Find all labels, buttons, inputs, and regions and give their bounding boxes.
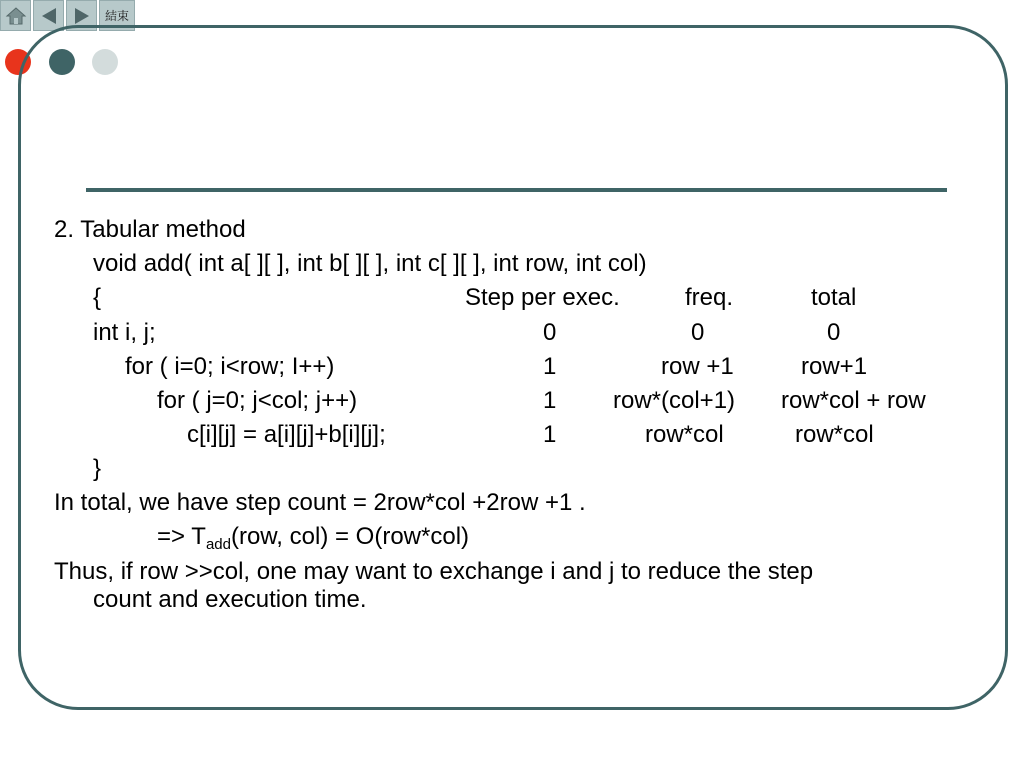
complexity-prefix: => T (157, 523, 206, 550)
row-freq: 0 (691, 319, 705, 346)
conclusion-line-2: count and execution time. (93, 586, 367, 613)
prev-button[interactable] (33, 0, 64, 31)
home-icon (5, 6, 27, 26)
column-header-total: total (811, 284, 857, 311)
home-button[interactable] (0, 0, 31, 31)
row-total: row*col (795, 421, 874, 448)
row-freq: row*(col+1) (613, 387, 736, 414)
row-freq: row +1 (661, 353, 734, 380)
row-code: for ( j=0; j<col; j++) (157, 387, 358, 414)
row-code: int i, j; (93, 319, 156, 346)
complexity-subscript: add (205, 536, 231, 553)
row-step: 1 (543, 421, 557, 448)
row-step: 0 (543, 319, 557, 346)
row-total: row+1 (801, 353, 868, 380)
row-freq: row*col (645, 421, 724, 448)
total-step-count: In total, we have step count = 2row*col +2row +1 . (54, 489, 586, 516)
row-step: 1 (543, 387, 557, 414)
next-arrow-icon (71, 6, 93, 26)
column-header-freq: freq. (685, 284, 734, 311)
row-total: row*col + row (781, 387, 926, 414)
row-total: 0 (827, 319, 841, 346)
heading: 2. Tabular method (54, 216, 246, 243)
title-rule (86, 188, 947, 192)
function-signature: void add( int a[ ][ ], int b[ ][ ], int c[ ][ ], int row, int col) (93, 250, 647, 277)
complexity-line (157, 523, 469, 551)
row-step: 1 (543, 353, 557, 380)
row-code: c[i][j] = a[i][j]+b[i][j]; (187, 421, 386, 448)
open-brace: { (93, 284, 102, 311)
row-code: for ( i=0; i<row; I++) (125, 353, 335, 380)
close-brace: } (93, 455, 102, 482)
column-header-step: Step per exec. (465, 284, 620, 311)
conclusion-line-1: Thus, if row >>col, one may want to exchange i and j to reduce the step (54, 558, 814, 585)
prev-arrow-icon (38, 6, 60, 26)
complexity-suffix: (row, col) = O(row*col) (230, 523, 470, 550)
end-button[interactable]: 結束 (99, 0, 135, 31)
